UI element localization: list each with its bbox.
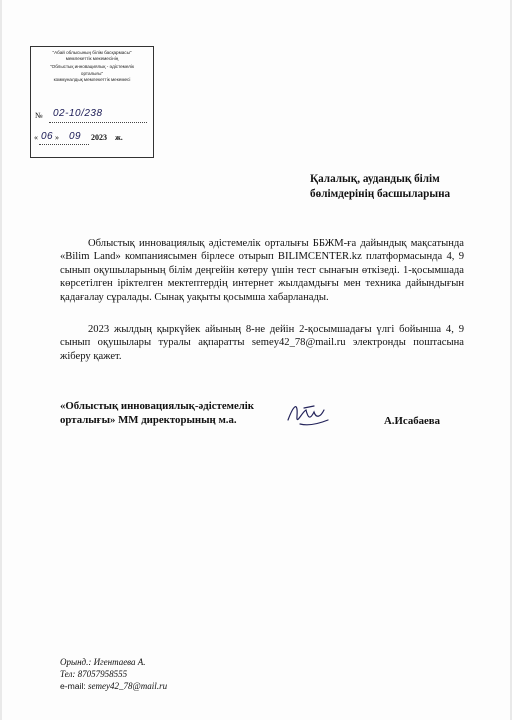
stamp-line: орталығы" [80, 70, 104, 76]
footer-email-value: semey42_78@mail.ru [88, 681, 168, 691]
footer-email-label: e-mail: [60, 681, 86, 691]
stamp-date-quote: » [55, 133, 59, 142]
stamp-number-prefix: № [35, 111, 43, 120]
footer-email [60, 680, 167, 692]
stamp-line: коммуналдық мемлекеттік мекемесі [53, 76, 131, 82]
stamp-date-year: 2023 [91, 133, 107, 142]
registration-stamp [30, 46, 154, 158]
stamp-date-day: 06 [41, 131, 54, 142]
addressee-block: Қалалық, аудандық білім бөлімдерінің басшыларына [310, 173, 451, 200]
signatory-name: А.Исабаева [384, 415, 441, 427]
stamp-line: "Облыстық инновациялық - әдістемелік [50, 64, 134, 70]
stamp-number-value: 02-10/238 [53, 108, 103, 119]
stamp-number-underline [49, 122, 147, 123]
stamp-date-month: 09 [69, 131, 82, 142]
body-paragraph-1: Облыстық инновациялық әдістемелік орталығы ББЖМ-ға дайындық мақсатында «Bilim Land» компаниясымен бірлесе отырып BILIMCENTER.kz платформасында 4, 9 сынып оқушыларының білім деңгейін көтеру үшін тест сынағын өткізеді. 1-қосымшада көрсетілген іріктелген мектептердің интернет жылдамдығы мен техника дайындығын қадағалау сұралады. Сынақ уақыты қосымша хабарланады. [60, 238, 464, 303]
stamp-date-suffix: ж. [115, 133, 123, 142]
footer-contact [60, 656, 167, 692]
stamp-line: "Абай облысының білім басқармасы" [52, 50, 132, 55]
stamp-date-underline [39, 144, 89, 145]
stamp-date-quote: « [34, 133, 38, 142]
handwritten-signature [284, 398, 334, 432]
footer-phone: Тел: 87057958555 [60, 669, 128, 679]
footer-executor: Орынд.: Игентаева А. [60, 657, 146, 667]
stamp-line: мемлекеттік мекемесінің [65, 56, 119, 62]
body-paragraph-2: 2023 жылдың қыркүйек айының 8-не дейін 2-қосымшадағы үлгі бойынша 4, 9 сынып оқушылары туралы ақпаратты semey42_78@mail.ru электронды поштасына жіберу қажет. [60, 324, 464, 362]
scan-left-edge [0, 0, 2, 720]
signatory-title: «Облыстық инновациялық-әдістемелік орталығы» ММ директорының м.а. [60, 400, 255, 426]
